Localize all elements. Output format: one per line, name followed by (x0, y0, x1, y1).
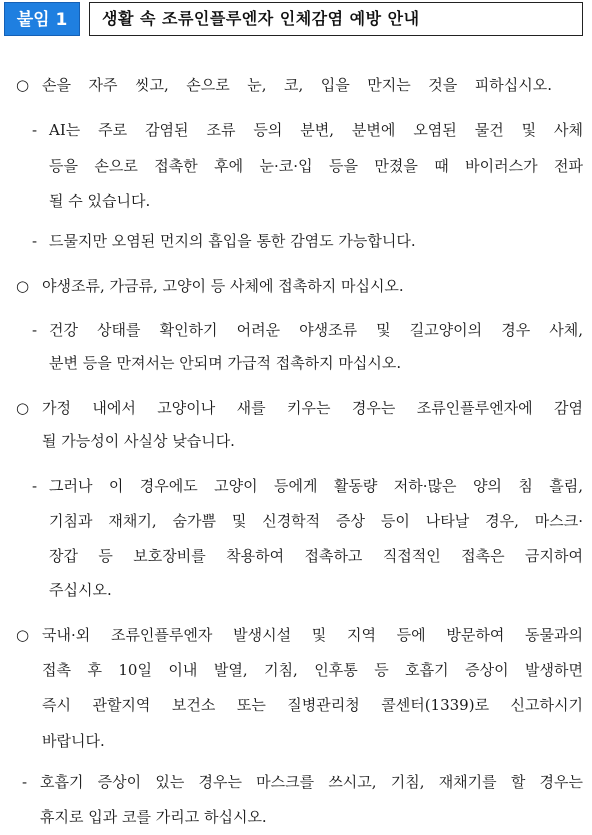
dash-bullet-icon: - (22, 773, 28, 791)
section-2-sub-1-line-2: 분변 등을 만져서는 안되며 가급적 접촉하지 마십시오. (49, 354, 402, 372)
dash-bullet-icon: - (32, 477, 38, 495)
circle-bullet-icon: ○ (16, 76, 30, 94)
section-1-sub-1-line-1: AI는 주로 감염된 조류 등의 분변, 분변에 오염된 물건 및 사체 (49, 121, 583, 139)
section-3-line-1: 가정 내에서 고양이나 새를 키우는 경우는 조류인플루엔자에 감염 (42, 399, 583, 417)
document-header (0, 0, 592, 40)
circle-bullet-icon: ○ (16, 277, 30, 295)
section-1-line-1: 손을 자주 씻고, 손으로 눈, 코, 입을 만지는 것을 피하십시오. (42, 76, 552, 94)
attachment-badge: 붙임 1 (4, 2, 80, 36)
section-2-sub-1-line-1: 건강 상태를 확인하기 어려운 야생조류 및 길고양이의 경우 사체, (49, 321, 583, 339)
section-3-sub-1-line-3: 장갑 등 보호장비를 착용하여 접촉하고 직접적인 접촉은 금지하여 (49, 547, 583, 565)
section-3-sub-1-line-2: 기침과 재채기, 숨가쁨 및 신경학적 증상 등이 나타날 경우, 마스크· (49, 512, 583, 530)
section-1-sub-1-line-2: 등을 손으로 접촉한 후에 눈·코·입 등을 만졌을 때 바이러스가 전파 (49, 157, 583, 175)
section-1-sub-2-line-1: 드물지만 오염된 먼지의 흡입을 통한 감염도 가능합니다. (49, 232, 416, 250)
section-4-line-1: 국내·외 조류인플루엔자 발생시설 및 지역 등에 방문하여 동물과의 (42, 626, 583, 644)
circle-bullet-icon: ○ (16, 399, 30, 417)
section-4-line-3: 즉시 관할지역 보건소 또는 질병관리청 콜센터(1339)로 신고하시기 (42, 696, 583, 714)
circle-bullet-icon: ○ (16, 626, 30, 644)
section-1-sub-1-line-3: 될 수 있습니다. (49, 192, 151, 210)
section-3-sub-1-line-1: 그러나 이 경우에도 고양이 등에게 활동량 저하·많은 양의 침 흘림, (49, 477, 583, 495)
section-3-line-2: 될 가능성이 사실상 낮습니다. (42, 432, 235, 450)
section-4-line-4: 바랍니다. (42, 732, 105, 750)
section-4-line-2: 접촉 후 10일 이내 발열, 기침, 인후통 등 호흡기 증상이 발생하면 (42, 661, 583, 679)
section-4-sub-1-line-2: 휴지로 입과 코를 가리고 하십시오. (40, 808, 267, 826)
section-3-sub-1-line-4: 주십시오. (49, 581, 112, 599)
dash-bullet-icon: - (32, 121, 38, 139)
dash-bullet-icon: - (32, 232, 38, 250)
dash-bullet-icon: - (32, 321, 38, 339)
document-title: 생활 속 조류인플루엔자 인체감염 예방 안내 (89, 2, 583, 36)
section-4-sub-1-line-1: 호흡기 증상이 있는 경우는 마스크를 쓰시고, 기침, 재채기를 할 경우는 (40, 773, 583, 791)
section-2-line-1: 야생조류, 가금류, 고양이 등 사체에 접촉하지 마십시오. (42, 277, 404, 295)
